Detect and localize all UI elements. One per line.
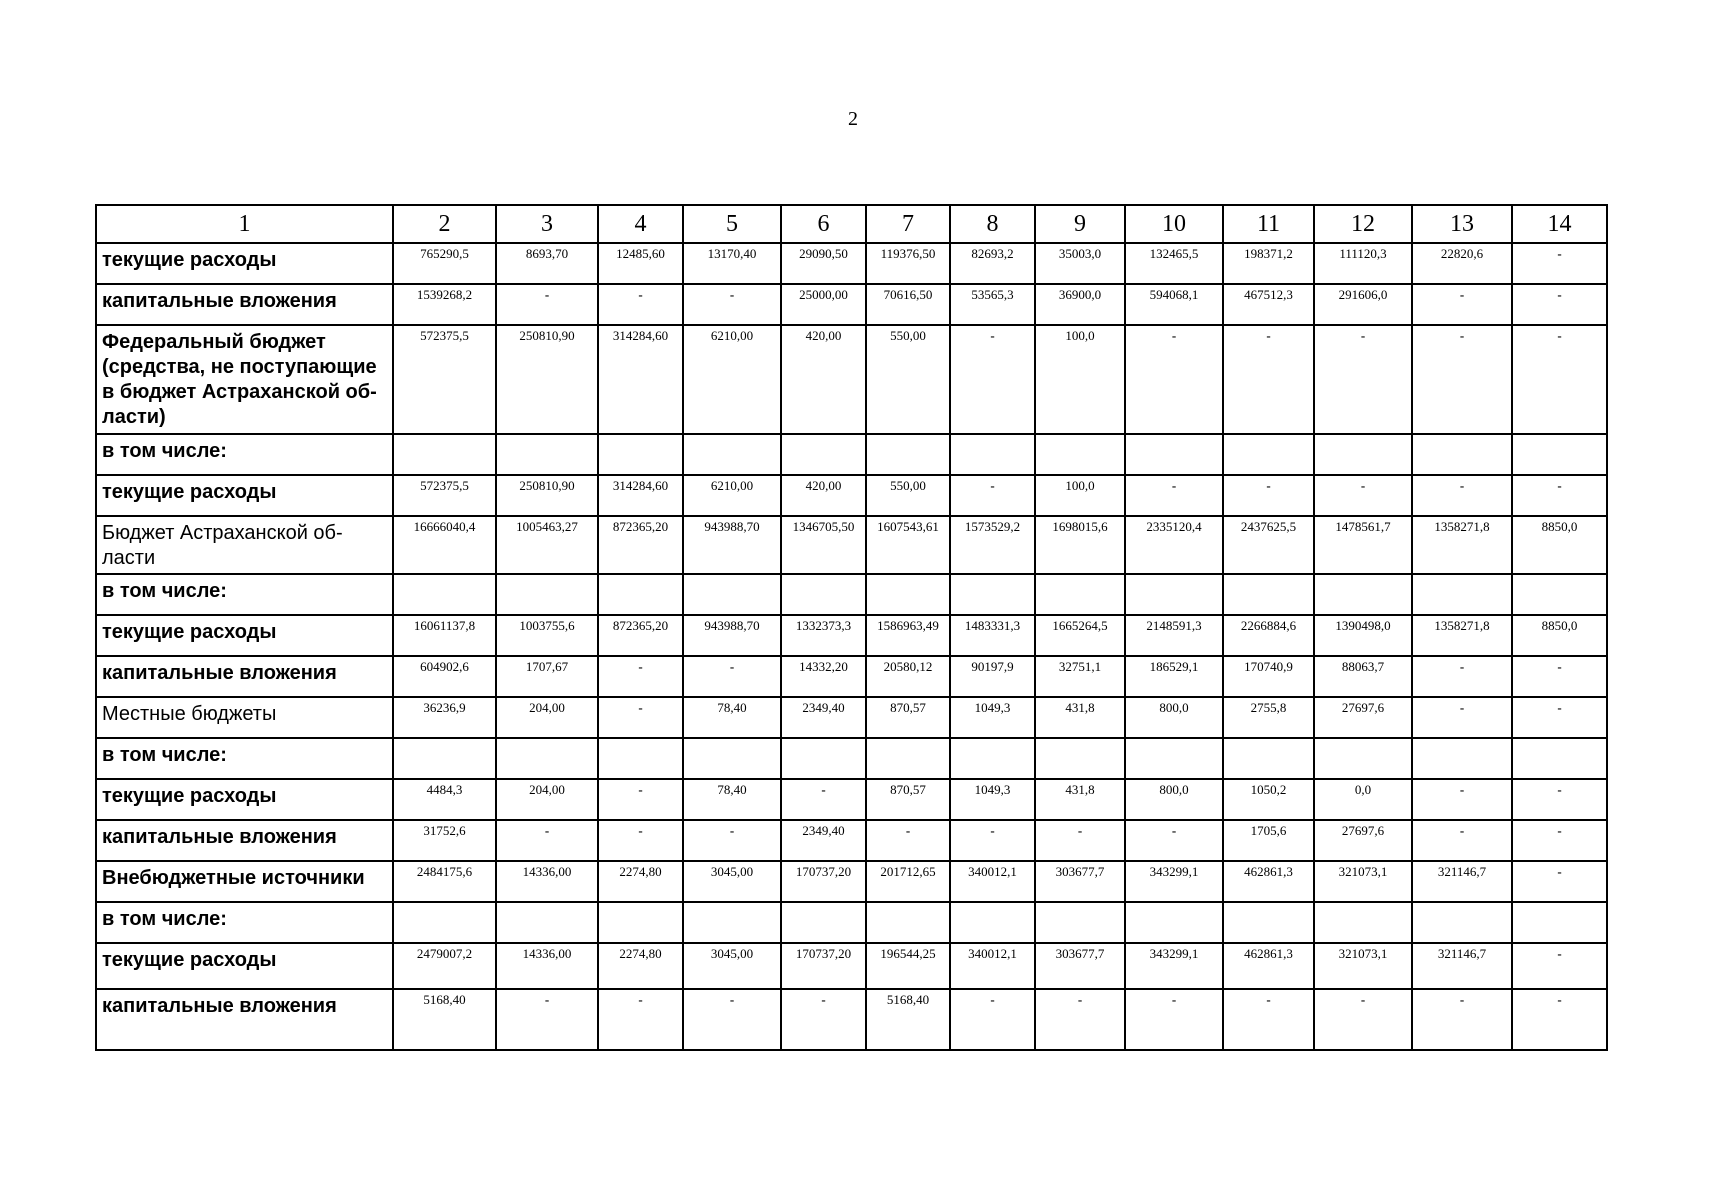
table-cell: 29090,50 bbox=[781, 243, 866, 284]
table-cell: - bbox=[1314, 989, 1412, 1050]
table-cell bbox=[1412, 902, 1512, 943]
table-cell: - bbox=[1412, 656, 1512, 697]
table-cell: 321073,1 bbox=[1314, 861, 1412, 902]
table-cell: 6210,00 bbox=[683, 475, 781, 516]
table-row bbox=[96, 516, 1607, 574]
table-cell bbox=[683, 738, 781, 779]
table-cell bbox=[496, 434, 598, 475]
table-cell: 1586963,49 bbox=[866, 615, 950, 656]
table-row bbox=[96, 656, 1607, 697]
table-cell: 594068,1 bbox=[1125, 284, 1223, 325]
table-cell bbox=[1512, 434, 1607, 475]
table-cell bbox=[598, 434, 683, 475]
table-cell: - bbox=[1512, 820, 1607, 861]
column-header: 10 bbox=[1125, 205, 1223, 243]
table-cell bbox=[1125, 574, 1223, 615]
table-cell: 170737,20 bbox=[781, 861, 866, 902]
table-cell: 343299,1 bbox=[1125, 861, 1223, 902]
row-label: Местные бюджеты bbox=[96, 697, 393, 738]
table-cell: 78,40 bbox=[683, 697, 781, 738]
table-cell: 1358271,8 bbox=[1412, 615, 1512, 656]
table-cell: - bbox=[1314, 325, 1412, 434]
table-cell: 1049,3 bbox=[950, 697, 1035, 738]
column-header: 4 bbox=[598, 205, 683, 243]
table-cell: 467512,3 bbox=[1223, 284, 1314, 325]
table-cell: - bbox=[1223, 989, 1314, 1050]
table-cell bbox=[1412, 738, 1512, 779]
table-cell: 291606,0 bbox=[1314, 284, 1412, 325]
table-cell: 321073,1 bbox=[1314, 943, 1412, 989]
table-cell: 343299,1 bbox=[1125, 943, 1223, 989]
table-cell: 70616,50 bbox=[866, 284, 950, 325]
table-cell bbox=[1223, 902, 1314, 943]
row-label: в том числе: bbox=[96, 434, 393, 475]
table-row bbox=[96, 434, 1607, 475]
table-cell: 1003755,6 bbox=[496, 615, 598, 656]
table-cell: 303677,7 bbox=[1035, 861, 1125, 902]
table-cell: - bbox=[1412, 989, 1512, 1050]
table-cell: - bbox=[1512, 656, 1607, 697]
table-row bbox=[96, 943, 1607, 989]
table-cell: - bbox=[1512, 861, 1607, 902]
table-cell: 6210,00 bbox=[683, 325, 781, 434]
row-label: текущие расходы bbox=[96, 615, 393, 656]
table-cell: 250810,90 bbox=[496, 325, 598, 434]
table-cell: - bbox=[781, 779, 866, 820]
table-cell: 31752,6 bbox=[393, 820, 496, 861]
table-cell: - bbox=[950, 820, 1035, 861]
table-cell: 431,8 bbox=[1035, 779, 1125, 820]
table-cell: 170737,20 bbox=[781, 943, 866, 989]
table-cell bbox=[598, 902, 683, 943]
table-cell: - bbox=[1512, 243, 1607, 284]
table-cell: 2484175,6 bbox=[393, 861, 496, 902]
table-cell: 14336,00 bbox=[496, 943, 598, 989]
table-cell: 36900,0 bbox=[1035, 284, 1125, 325]
table-cell: 1358271,8 bbox=[1412, 516, 1512, 574]
column-header: 1 bbox=[96, 205, 393, 243]
table-cell: 2349,40 bbox=[781, 820, 866, 861]
table-cell: 462861,3 bbox=[1223, 861, 1314, 902]
table-cell bbox=[683, 574, 781, 615]
table-cell: 1607543,61 bbox=[866, 516, 950, 574]
table-cell bbox=[950, 738, 1035, 779]
table-cell bbox=[781, 574, 866, 615]
table-cell bbox=[1125, 434, 1223, 475]
table-cell bbox=[393, 434, 496, 475]
table-cell: 321146,7 bbox=[1412, 861, 1512, 902]
table-cell: 14336,00 bbox=[496, 861, 598, 902]
table-cell: 340012,1 bbox=[950, 861, 1035, 902]
table-cell bbox=[1512, 574, 1607, 615]
table-cell: 82693,2 bbox=[950, 243, 1035, 284]
table-cell: 314284,60 bbox=[598, 325, 683, 434]
table-cell: 572375,5 bbox=[393, 325, 496, 434]
row-label: в том числе: bbox=[96, 738, 393, 779]
table-cell: 100,0 bbox=[1035, 475, 1125, 516]
table-cell bbox=[950, 434, 1035, 475]
table-cell: - bbox=[1512, 779, 1607, 820]
table-cell: - bbox=[683, 656, 781, 697]
table-cell: 53565,3 bbox=[950, 284, 1035, 325]
table-cell: 1707,67 bbox=[496, 656, 598, 697]
table-cell: 14332,20 bbox=[781, 656, 866, 697]
header-row bbox=[96, 205, 1607, 243]
table-row bbox=[96, 475, 1607, 516]
table-cell: 8850,0 bbox=[1512, 516, 1607, 574]
table-cell bbox=[393, 738, 496, 779]
table-row bbox=[96, 989, 1607, 1050]
column-header: 9 bbox=[1035, 205, 1125, 243]
table-cell bbox=[866, 738, 950, 779]
table-cell: - bbox=[1512, 284, 1607, 325]
table-cell: 420,00 bbox=[781, 325, 866, 434]
table-cell: 88063,7 bbox=[1314, 656, 1412, 697]
table-cell: 550,00 bbox=[866, 325, 950, 434]
table-row bbox=[96, 738, 1607, 779]
table-cell: 16666040,4 bbox=[393, 516, 496, 574]
table-cell: 870,57 bbox=[866, 779, 950, 820]
table-cell: 314284,60 bbox=[598, 475, 683, 516]
table-cell bbox=[866, 574, 950, 615]
table-cell: 20580,12 bbox=[866, 656, 950, 697]
table-cell bbox=[1035, 574, 1125, 615]
page-number: 2 bbox=[848, 108, 858, 130]
table-cell bbox=[950, 902, 1035, 943]
table-cell bbox=[1314, 738, 1412, 779]
table-cell bbox=[1125, 902, 1223, 943]
column-header: 11 bbox=[1223, 205, 1314, 243]
table-cell: 1705,6 bbox=[1223, 820, 1314, 861]
table-cell: 1698015,6 bbox=[1035, 516, 1125, 574]
table-cell: 27697,6 bbox=[1314, 820, 1412, 861]
table-cell bbox=[1412, 434, 1512, 475]
table-cell: - bbox=[1125, 820, 1223, 861]
table-row bbox=[96, 902, 1607, 943]
table-row bbox=[96, 574, 1607, 615]
table-cell: 132465,5 bbox=[1125, 243, 1223, 284]
table-cell: - bbox=[598, 284, 683, 325]
table-cell bbox=[866, 902, 950, 943]
table-cell: - bbox=[1223, 325, 1314, 434]
table-cell bbox=[1512, 902, 1607, 943]
table-cell bbox=[598, 574, 683, 615]
table-cell: - bbox=[598, 989, 683, 1050]
table-cell: - bbox=[1512, 325, 1607, 434]
table-cell: 1478561,7 bbox=[1314, 516, 1412, 574]
table-cell: - bbox=[1223, 475, 1314, 516]
table-row bbox=[96, 697, 1607, 738]
table-cell: 5168,40 bbox=[393, 989, 496, 1050]
table-cell bbox=[1314, 902, 1412, 943]
table-cell: 1390498,0 bbox=[1314, 615, 1412, 656]
table-cell: - bbox=[598, 779, 683, 820]
table-cell: 870,57 bbox=[866, 697, 950, 738]
table-cell bbox=[1035, 738, 1125, 779]
row-label: текущие расходы bbox=[96, 243, 393, 284]
table-cell: 0,0 bbox=[1314, 779, 1412, 820]
row-label: текущие расходы bbox=[96, 779, 393, 820]
table-cell: 250810,90 bbox=[496, 475, 598, 516]
table-cell: 36236,9 bbox=[393, 697, 496, 738]
table-cell: 119376,50 bbox=[866, 243, 950, 284]
budget-table bbox=[95, 204, 1608, 1051]
table-cell: 3045,00 bbox=[683, 943, 781, 989]
table-cell: 16061137,8 bbox=[393, 615, 496, 656]
table-cell: 198371,2 bbox=[1223, 243, 1314, 284]
column-header: 3 bbox=[496, 205, 598, 243]
table-cell: 2266884,6 bbox=[1223, 615, 1314, 656]
table-cell: 321146,7 bbox=[1412, 943, 1512, 989]
table-cell: 90197,9 bbox=[950, 656, 1035, 697]
table-cell: 800,0 bbox=[1125, 697, 1223, 738]
table-cell bbox=[598, 738, 683, 779]
table-cell: 1049,3 bbox=[950, 779, 1035, 820]
table-cell: 170740,9 bbox=[1223, 656, 1314, 697]
table-cell: 1539268,2 bbox=[393, 284, 496, 325]
table-cell bbox=[1223, 574, 1314, 615]
table-cell: - bbox=[1412, 820, 1512, 861]
table-cell: 186529,1 bbox=[1125, 656, 1223, 697]
table-cell: 2148591,3 bbox=[1125, 615, 1223, 656]
table-row bbox=[96, 615, 1607, 656]
table-cell bbox=[1125, 738, 1223, 779]
table-cell: 204,00 bbox=[496, 697, 598, 738]
column-header: 6 bbox=[781, 205, 866, 243]
table-cell: - bbox=[683, 820, 781, 861]
table-cell: 2437625,5 bbox=[1223, 516, 1314, 574]
table-cell: 1665264,5 bbox=[1035, 615, 1125, 656]
table-cell: 2274,80 bbox=[598, 943, 683, 989]
table-cell: - bbox=[950, 325, 1035, 434]
table-cell: 765290,5 bbox=[393, 243, 496, 284]
table-cell bbox=[393, 574, 496, 615]
budget-table-container bbox=[95, 204, 1608, 1051]
table-cell: 550,00 bbox=[866, 475, 950, 516]
table-cell: 604902,6 bbox=[393, 656, 496, 697]
table-cell: - bbox=[683, 989, 781, 1050]
row-label: в том числе: bbox=[96, 902, 393, 943]
table-cell: - bbox=[1035, 989, 1125, 1050]
table-cell: - bbox=[1412, 475, 1512, 516]
table-cell: 8693,70 bbox=[496, 243, 598, 284]
table-cell: - bbox=[950, 989, 1035, 1050]
row-label: капитальные вложения bbox=[96, 989, 393, 1050]
table-cell bbox=[393, 902, 496, 943]
table-cell: - bbox=[496, 989, 598, 1050]
table-row bbox=[96, 820, 1607, 861]
table-cell: - bbox=[1314, 475, 1412, 516]
table-row bbox=[96, 284, 1607, 325]
table-cell: 943988,70 bbox=[683, 615, 781, 656]
table-cell bbox=[1314, 574, 1412, 615]
row-label: капитальные вложения bbox=[96, 820, 393, 861]
table-cell: 2755,8 bbox=[1223, 697, 1314, 738]
table-cell: - bbox=[496, 284, 598, 325]
table-cell: 204,00 bbox=[496, 779, 598, 820]
row-label: текущие расходы bbox=[96, 475, 393, 516]
table-cell: - bbox=[1512, 943, 1607, 989]
table-cell bbox=[496, 738, 598, 779]
table-cell: - bbox=[598, 656, 683, 697]
table-cell: - bbox=[1412, 284, 1512, 325]
table-cell: 2335120,4 bbox=[1125, 516, 1223, 574]
table-cell: - bbox=[1412, 325, 1512, 434]
table-cell bbox=[1412, 574, 1512, 615]
table-cell: 303677,7 bbox=[1035, 943, 1125, 989]
row-label: капитальные вложения bbox=[96, 656, 393, 697]
table-cell: 22820,6 bbox=[1412, 243, 1512, 284]
table-cell: - bbox=[1412, 779, 1512, 820]
table-cell: - bbox=[1412, 697, 1512, 738]
column-header: 2 bbox=[393, 205, 496, 243]
table-cell: 27697,6 bbox=[1314, 697, 1412, 738]
table-cell: 872365,20 bbox=[598, 615, 683, 656]
table-cell: 111120,3 bbox=[1314, 243, 1412, 284]
column-header: 5 bbox=[683, 205, 781, 243]
column-header: 7 bbox=[866, 205, 950, 243]
table-cell: 872365,20 bbox=[598, 516, 683, 574]
table-cell bbox=[781, 434, 866, 475]
table-cell bbox=[1314, 434, 1412, 475]
table-cell bbox=[1223, 434, 1314, 475]
column-header: 8 bbox=[950, 205, 1035, 243]
table-cell: 3045,00 bbox=[683, 861, 781, 902]
table-cell: - bbox=[1512, 697, 1607, 738]
table-cell: 35003,0 bbox=[1035, 243, 1125, 284]
table-cell: 420,00 bbox=[781, 475, 866, 516]
table-row bbox=[96, 779, 1607, 820]
table-cell: 2479007,2 bbox=[393, 943, 496, 989]
table-cell bbox=[1035, 434, 1125, 475]
row-label: капитальные вложения bbox=[96, 284, 393, 325]
table-cell: 1005463,27 bbox=[496, 516, 598, 574]
table-cell: 1573529,2 bbox=[950, 516, 1035, 574]
table-cell bbox=[950, 574, 1035, 615]
table-cell bbox=[866, 434, 950, 475]
table-cell bbox=[781, 902, 866, 943]
table-cell: 572375,5 bbox=[393, 475, 496, 516]
table-cell: 1050,2 bbox=[1223, 779, 1314, 820]
table-cell: - bbox=[1035, 820, 1125, 861]
row-label: текущие расходы bbox=[96, 943, 393, 989]
table-cell: 1332373,3 bbox=[781, 615, 866, 656]
table-cell bbox=[496, 574, 598, 615]
table-cell: 5168,40 bbox=[866, 989, 950, 1050]
row-label: Внебюджетные источники bbox=[96, 861, 393, 902]
table-cell bbox=[1512, 738, 1607, 779]
table-cell: 462861,3 bbox=[1223, 943, 1314, 989]
row-label: Бюджет Астраханской об-ласти bbox=[96, 516, 393, 574]
table-cell: - bbox=[1125, 325, 1223, 434]
table-cell bbox=[1035, 902, 1125, 943]
table-cell: - bbox=[1512, 475, 1607, 516]
table-cell: 431,8 bbox=[1035, 697, 1125, 738]
table-cell: - bbox=[496, 820, 598, 861]
table-cell: 78,40 bbox=[683, 779, 781, 820]
table-cell: 1483331,3 bbox=[950, 615, 1035, 656]
table-cell: 800,0 bbox=[1125, 779, 1223, 820]
table-cell: 12485,60 bbox=[598, 243, 683, 284]
table-cell bbox=[781, 738, 866, 779]
table-cell bbox=[496, 902, 598, 943]
table-cell: 201712,65 bbox=[866, 861, 950, 902]
column-header: 12 bbox=[1314, 205, 1412, 243]
table-cell: - bbox=[1125, 989, 1223, 1050]
table-cell bbox=[683, 434, 781, 475]
row-label: в том числе: bbox=[96, 574, 393, 615]
table-cell: - bbox=[1125, 475, 1223, 516]
table-cell: 13170,40 bbox=[683, 243, 781, 284]
table-cell: - bbox=[598, 697, 683, 738]
table-row bbox=[96, 861, 1607, 902]
table-cell: 4484,3 bbox=[393, 779, 496, 820]
table-cell bbox=[683, 902, 781, 943]
column-header: 14 bbox=[1512, 205, 1607, 243]
table-cell: - bbox=[781, 989, 866, 1050]
table-cell: - bbox=[598, 820, 683, 861]
table-cell bbox=[1223, 738, 1314, 779]
table-cell: 196544,25 bbox=[866, 943, 950, 989]
column-header: 13 bbox=[1412, 205, 1512, 243]
table-cell: 2274,80 bbox=[598, 861, 683, 902]
table-cell: - bbox=[866, 820, 950, 861]
table-cell: 2349,40 bbox=[781, 697, 866, 738]
table-cell: 32751,1 bbox=[1035, 656, 1125, 697]
table-cell: 8850,0 bbox=[1512, 615, 1607, 656]
table-cell: 100,0 bbox=[1035, 325, 1125, 434]
row-label: Федеральный бюджет (средства, не поступающие в бюджет Астраханской об-ласти) bbox=[96, 325, 393, 434]
table-cell: - bbox=[683, 284, 781, 325]
table-cell: 1346705,50 bbox=[781, 516, 866, 574]
table-cell: - bbox=[950, 475, 1035, 516]
table-cell: 25000,00 bbox=[781, 284, 866, 325]
table-cell: 943988,70 bbox=[683, 516, 781, 574]
table-row bbox=[96, 243, 1607, 284]
table-cell: - bbox=[1512, 989, 1607, 1050]
table-row bbox=[96, 325, 1607, 434]
table-cell: 340012,1 bbox=[950, 943, 1035, 989]
